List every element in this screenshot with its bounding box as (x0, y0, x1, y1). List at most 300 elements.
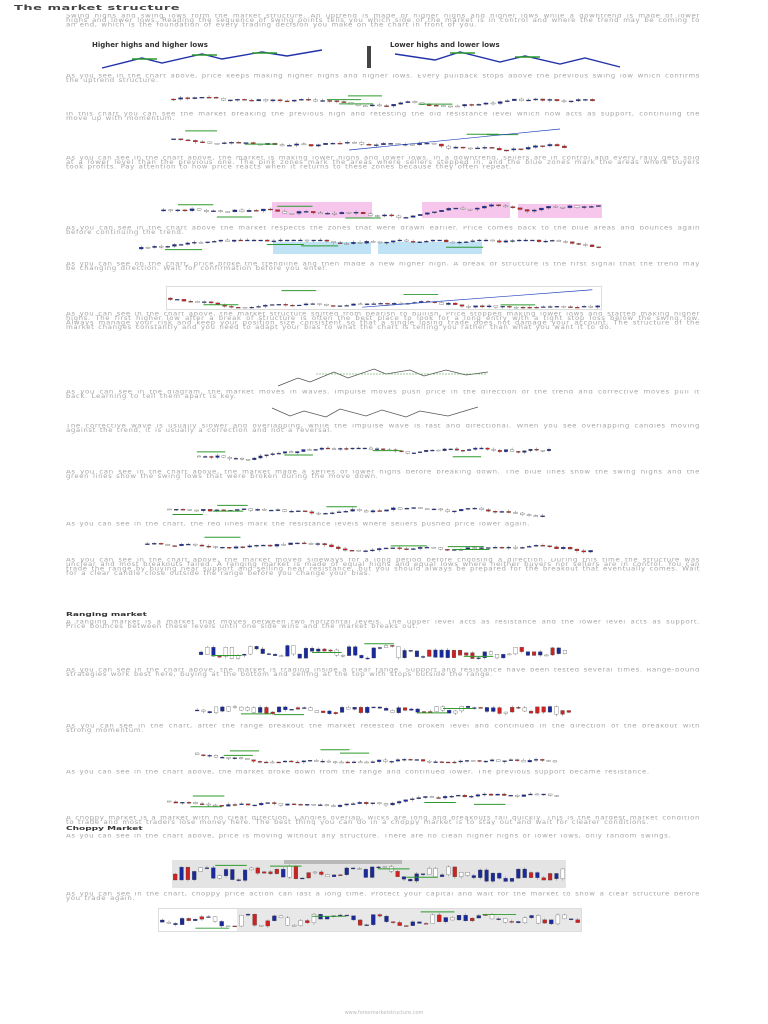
candle-body (377, 548, 381, 549)
candle-body (491, 103, 495, 104)
candle-body (577, 243, 581, 244)
candle-body (296, 511, 300, 512)
candle-body (233, 804, 237, 805)
candle-body (535, 449, 539, 450)
candle-body (446, 650, 450, 658)
candle-body (334, 712, 338, 713)
candle-body (292, 646, 296, 654)
candle-body (331, 305, 335, 306)
paragraph: As you can see in the chart above, the market is making lower highs and lower lows. In a downtrend, sellers are in control and every rally gets sold at a lower level than the previous one. The pink zones mark the areas where sellers stepped in, and the blue zones mark the areas where buyers took profits. Pay attention to how price reacts when it returns to these zones because they often repeat. (66, 156, 700, 171)
candle-body (568, 307, 572, 308)
candle-body (258, 761, 262, 762)
candle-body (347, 212, 351, 213)
candle-body (254, 210, 258, 211)
candle-body (371, 762, 375, 763)
candle-body (364, 511, 368, 512)
candle-body (361, 212, 365, 214)
candle-body (340, 762, 344, 763)
candle-body (357, 509, 361, 510)
candle-body (262, 872, 266, 873)
candle-body (279, 656, 283, 657)
candle-body (497, 873, 501, 878)
candle-body (445, 549, 449, 550)
candle-body (524, 240, 528, 241)
candle-body (424, 450, 428, 452)
candle-body (453, 303, 457, 305)
candle-body (193, 544, 197, 545)
candle-body (240, 458, 244, 459)
candle-body (511, 241, 515, 242)
candle-body (567, 710, 571, 712)
candle-body (522, 795, 526, 797)
candle-body (358, 304, 362, 305)
candle-body (179, 98, 183, 100)
candle-body (208, 509, 212, 511)
candle-body (412, 453, 416, 454)
candle-body (329, 650, 333, 651)
candle-body (207, 804, 211, 805)
candle-body (437, 798, 441, 799)
candle-body (340, 212, 344, 214)
candle-body (451, 242, 455, 243)
candle-body (517, 240, 521, 241)
candle-body (509, 760, 513, 761)
candle-body (226, 804, 230, 806)
candle-body (272, 916, 276, 921)
paragraph: As you can see in the chart above, the market made a series of lower highs before breaking down. The blue lines show the swing highs and the green lines show the swing lows that were broken during the move down. (66, 470, 700, 480)
candle-body (423, 796, 427, 797)
candle-body (268, 209, 272, 210)
candle-body (296, 708, 300, 710)
candle-body (209, 302, 213, 303)
candle-body (279, 804, 283, 806)
candle-body (195, 510, 199, 511)
candle-body (597, 247, 601, 248)
candle-body (548, 794, 552, 795)
candle-body (479, 548, 483, 549)
candle-body (491, 240, 495, 241)
candle-body (236, 307, 240, 308)
candle-body (516, 869, 520, 878)
candle-body (252, 708, 256, 713)
candle-body (475, 148, 479, 149)
candle-body (495, 654, 499, 658)
candle-body (171, 99, 175, 100)
candle-body (511, 207, 515, 208)
candle-body (501, 654, 505, 658)
candle-body (287, 145, 291, 146)
candle-body (409, 650, 413, 651)
candle-body (331, 806, 335, 807)
candle-body (314, 760, 318, 761)
candle-body (343, 549, 347, 550)
candle-body (534, 545, 538, 546)
candle-body (464, 242, 468, 243)
candle-body (194, 802, 198, 803)
candle-body (358, 802, 362, 803)
candle-body (312, 240, 316, 241)
candle-body (234, 458, 238, 459)
candle-body (227, 757, 231, 758)
candle-body (543, 920, 547, 923)
candle-body (252, 458, 256, 460)
candle-body (333, 762, 337, 763)
candle-body (242, 509, 246, 510)
candle-body (304, 211, 308, 212)
candle-body (463, 104, 467, 106)
candle-body (200, 545, 204, 546)
candle-body (457, 242, 461, 243)
candle-body (193, 140, 197, 141)
candle-body (357, 448, 361, 449)
candle-body (229, 142, 233, 143)
candle-body (218, 211, 222, 212)
candle-body (271, 712, 275, 714)
candle-body (561, 869, 565, 879)
candle-body (385, 242, 389, 243)
candle-body (214, 707, 218, 713)
candle-body (365, 925, 369, 926)
candle-body (402, 759, 406, 760)
candle-body (321, 711, 325, 713)
candle-body (596, 306, 600, 307)
candle-body (152, 543, 156, 544)
candle-body (375, 216, 379, 217)
candle-body (242, 99, 246, 100)
candle-body (541, 516, 545, 517)
candle-body (548, 873, 552, 880)
candle-body (512, 99, 516, 101)
candle-body (396, 143, 400, 144)
candle-body (427, 650, 431, 657)
candle-body (550, 240, 554, 241)
candle-body (432, 143, 436, 144)
candle-body (464, 915, 468, 921)
candle-body (480, 508, 484, 510)
candle-body (186, 544, 190, 545)
candle-body (312, 804, 316, 805)
candlestick-chart-3 (160, 200, 602, 222)
candle-body (239, 240, 243, 241)
candle-body (241, 547, 245, 548)
candle-body (596, 206, 600, 207)
candle-body (346, 762, 350, 763)
candle-body (397, 646, 401, 657)
candle-body (205, 868, 209, 869)
candle-body (153, 246, 157, 247)
candle-body (299, 921, 303, 926)
candle-body (410, 144, 414, 145)
candle-body (233, 210, 237, 212)
candle-body (252, 760, 256, 762)
candle-body (239, 915, 243, 926)
candle-body (265, 240, 269, 241)
downtrend-diagram-label: Lower highs and lower lows (390, 41, 500, 49)
candle-body (385, 510, 389, 511)
candle-body (443, 449, 447, 451)
uptrend-diagram-label: Higher highs and higher lows (92, 41, 208, 49)
candle-body (384, 803, 388, 805)
paragraph: As you can see in the chart above, the market structure shifted from bearish to bullish. Price stopped making lower lows and started making higher highs. The first higher low after a break of structure is often the best place to look for a long entry with a tight stop loss below the swing low. Always manage your risk and keep your position size consistent so that a single losing trade does not damage your account. The structure of the market changes constantly and you need to adapt your bias to what the chart is telling you rather than what you want it to do. (66, 312, 700, 331)
candle-body (484, 103, 488, 104)
candle-body (562, 146, 566, 148)
candle-body (370, 867, 374, 878)
candle-body (444, 240, 448, 242)
candle-body (509, 795, 513, 796)
candle-body (233, 758, 237, 759)
candle-body (186, 140, 190, 141)
candle-body (396, 871, 400, 876)
candle-body (371, 241, 375, 242)
candle-body (351, 804, 355, 805)
candle-body (461, 450, 465, 451)
candle-body (562, 306, 566, 307)
candle-body (475, 208, 479, 209)
candle-body (326, 448, 330, 449)
candle-body (486, 448, 490, 449)
candle-body (211, 211, 215, 212)
candle-body (292, 804, 296, 805)
candle-body (418, 452, 422, 453)
candle-body (378, 915, 382, 917)
candle-body (370, 550, 374, 551)
candle-body (346, 707, 350, 709)
candle-body (308, 449, 312, 450)
candle-body (492, 449, 496, 450)
candle-body (237, 142, 241, 143)
candle-body (554, 707, 558, 715)
candle-body (502, 794, 506, 795)
candle-body (328, 100, 332, 101)
candle-body (384, 548, 388, 549)
candle-body (266, 803, 270, 804)
candle-body (391, 710, 395, 712)
candle-body (213, 917, 217, 922)
candle-body (352, 142, 356, 143)
candle-body (202, 755, 206, 756)
candle-body (283, 707, 287, 710)
candle-body (195, 753, 199, 755)
candle-body (500, 511, 504, 512)
candle-body (244, 143, 248, 144)
candle-body (294, 144, 298, 145)
candle-body (490, 915, 494, 919)
candle-body (523, 708, 527, 711)
candle-body (515, 760, 519, 761)
candle-body (455, 106, 459, 107)
candle-body (263, 305, 267, 306)
candle-body (519, 99, 523, 101)
candle-body (224, 869, 228, 875)
candle-body (465, 760, 469, 761)
paragraph: As you can see in the chart above, price is moving without any structure. There are no clean higher highs or lower lows, only random swings. (66, 834, 672, 840)
candle-body (237, 880, 241, 881)
candle-body (213, 805, 217, 806)
candle-body (391, 922, 395, 923)
candle-body (542, 794, 546, 795)
candle-body (316, 649, 320, 651)
candle-body (497, 919, 501, 920)
candle-body (424, 241, 428, 242)
candle-body (589, 206, 593, 207)
candle-body (384, 645, 388, 647)
candle-body (484, 240, 488, 241)
candle-body (589, 550, 593, 552)
candle-body (358, 920, 362, 925)
candlestick-chart-14 (158, 908, 582, 932)
candle-body (421, 656, 425, 657)
candle-body (318, 213, 322, 214)
candle-body (421, 759, 425, 761)
candle-body (397, 216, 401, 218)
candle-body (326, 874, 330, 876)
candle-body (480, 448, 484, 449)
candle-body (269, 872, 273, 874)
candle-body (352, 916, 356, 920)
candle-body (409, 759, 413, 760)
candle-body (218, 656, 222, 657)
candle-body (218, 876, 222, 879)
paragraph: Swing highs and swing lows form the market structure. An uptrend is made of higher highs and higher lows while a downtrend is made of lower highs and lower lows. Reading the sequence of swing points tells you which side of the market is in control and where the trend may be coming to an end, which is the foundation of every trading decision you make on the chart in front of you. (66, 14, 700, 29)
candle-body (347, 647, 351, 656)
candle-body (575, 307, 579, 308)
candle-body (540, 759, 544, 760)
candle-body (246, 459, 250, 460)
candle-body (555, 99, 559, 100)
candle-body (332, 241, 336, 242)
candle-body (548, 99, 552, 100)
candle-body (418, 242, 422, 243)
candle-body (375, 449, 379, 450)
candle-body (517, 707, 521, 708)
candle-body (534, 516, 538, 517)
candle-body (351, 242, 355, 244)
candle-body (516, 451, 520, 452)
candle-body (288, 866, 292, 877)
candle-body (200, 97, 204, 98)
candle-body (317, 513, 321, 514)
candle-body (363, 448, 367, 449)
candle-body (527, 515, 531, 516)
candle-body (229, 306, 233, 307)
candle-body (447, 710, 451, 713)
candle-body (351, 448, 355, 449)
candle-body (505, 101, 509, 102)
candle-body (458, 650, 462, 655)
candle-body (345, 804, 349, 805)
candle-body (500, 547, 504, 548)
candle-body (230, 647, 234, 658)
candle-body (265, 455, 269, 456)
candle-body (521, 307, 525, 308)
candle-body (193, 98, 197, 99)
candle-body (297, 211, 301, 213)
candle-body (370, 105, 374, 106)
candle-body (316, 544, 320, 545)
candle-body (378, 647, 382, 648)
candle-body (439, 144, 443, 146)
candle-body (496, 205, 500, 206)
candle-body (553, 761, 557, 762)
candle-body (431, 915, 435, 924)
candle-body (268, 545, 272, 546)
candle-body (305, 921, 309, 923)
candle-body (290, 305, 294, 306)
candle-body (446, 146, 450, 148)
candle-body (507, 547, 511, 548)
candle-body (262, 509, 266, 510)
candle-body (377, 867, 381, 868)
candle-body (404, 240, 408, 241)
candle-body (239, 707, 243, 710)
candle-body (522, 760, 526, 762)
candle-body (309, 708, 313, 711)
candle-body (542, 707, 546, 712)
candle-body (325, 805, 329, 806)
section-heading: Ranging market (66, 612, 147, 618)
candle-body (496, 760, 500, 762)
candle-body (171, 139, 175, 140)
candle-body (417, 922, 421, 924)
candle-body (461, 208, 465, 209)
candle-body (494, 306, 498, 307)
candle-body (489, 652, 493, 654)
candle-body (234, 547, 238, 548)
candle-body (434, 105, 438, 106)
candle-body (541, 450, 545, 451)
candle-body (286, 918, 290, 925)
candle-body (333, 213, 337, 214)
candle-body (516, 921, 520, 922)
candle-body (510, 921, 514, 922)
candle-body (192, 871, 196, 879)
candle-body (173, 546, 177, 547)
candle-body (504, 206, 508, 207)
candle-body (467, 449, 471, 450)
candle-body (298, 654, 302, 658)
candle-body (568, 547, 572, 549)
candle-body (302, 449, 306, 451)
candle-body (323, 143, 327, 144)
candle-body (195, 301, 199, 302)
candle-body (364, 869, 368, 877)
candle-body (406, 452, 410, 454)
candle-body (243, 307, 247, 308)
candlestick-chart-2 (170, 126, 568, 152)
candle-body (525, 210, 529, 212)
candle-body (341, 655, 345, 656)
candle-body (304, 304, 308, 305)
candle-body (555, 144, 559, 146)
candle-body (252, 240, 256, 241)
candle-body (398, 240, 402, 241)
candle-body (336, 547, 340, 549)
candle-body (180, 802, 184, 803)
candle-body (385, 916, 389, 922)
candle-body (345, 915, 349, 916)
candle-body (486, 510, 490, 512)
candle-body (338, 915, 342, 916)
candle-body (365, 762, 369, 763)
candle-body (338, 143, 342, 144)
candle-body (582, 551, 586, 552)
candle-body (459, 872, 463, 877)
candle-body (282, 544, 286, 545)
candle-body (351, 868, 355, 869)
candle-body (365, 241, 369, 243)
candle-body (556, 915, 560, 924)
candle-body (200, 917, 204, 920)
